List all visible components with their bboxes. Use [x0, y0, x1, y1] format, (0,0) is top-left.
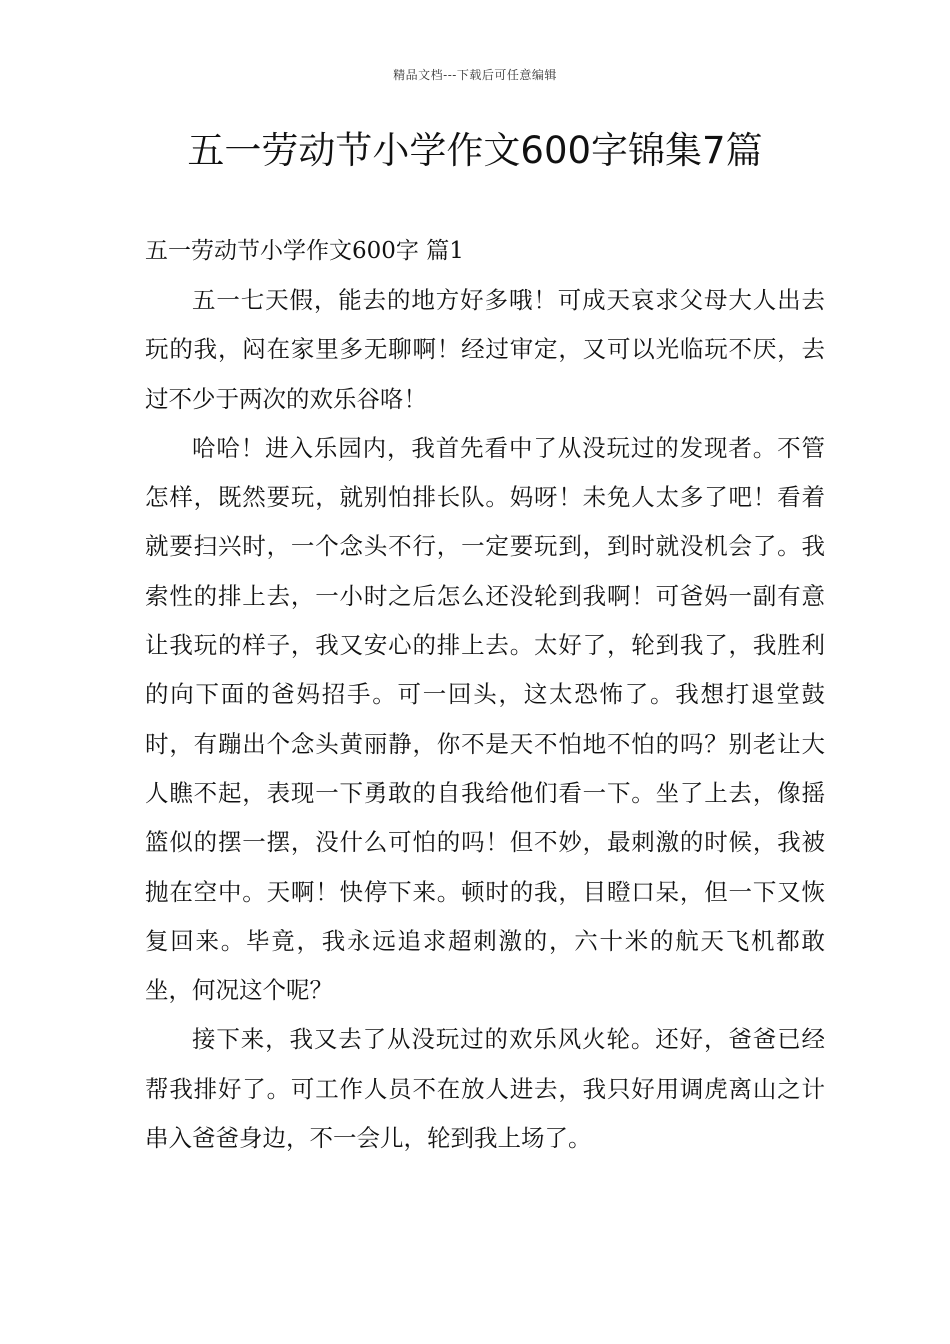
section-heading: 五一劳动节小学作文600字 篇1: [145, 238, 464, 264]
essay-body: [145, 276, 825, 1163]
header-note: 精品文档---下载后可任意编辑: [393, 68, 557, 82]
paragraph: 接下来，我又去了从没玩过的欢乐风火轮。还好，爸爸已经帮我排好了。可工作人员不在放人进去，我只好用调虎离山之计串入爸爸身边，不一会儿，轮到我上场了。: [145, 1025, 825, 1153]
document-title: 五一劳动节小学作文600字锦集7篇: [187, 129, 763, 172]
paragraph: 五一七天假，能去的地方好多哦！可成天哀求父母大人出去玩的我，闷在家里多无聊啊！经过审定，又可以光临玩不厌，去过不少于两次的欢乐谷咯！: [145, 286, 825, 413]
paragraph: 哈哈！进入乐园内，我首先看中了从没玩过的发现者。不管怎样，既然要玩，就别怕排长队。妈呀！未免人太多了吧！看着就要扫兴时，一个念头不行，一定要玩到，到时就没机会了。我索性的排上去，一小时之后怎么还没轮到我啊！可爸妈一副有意让我玩的样子，我又安心的排上去。太好了，轮到我了，我胜利的向下面的爸妈招手。可一回头，这太恐怖了。我想打退堂鼓时，有蹦出个念头黄丽静，你不是天不怕地不怕的吗？别老让大人瞧不起，表现一下勇敢的自我给他们看一下。坐了上去，像摇篮似的摆一摆，没什么可怕的吗！但不妙，最刺激的时候，我被抛在空中。天啊！快停下来。顿时的我，目瞪口呆，但一下又恢复回来。毕竟，我永远追求超刺激的，六十米的航天飞机都敢坐，何况这个呢？: [145, 433, 825, 1005]
